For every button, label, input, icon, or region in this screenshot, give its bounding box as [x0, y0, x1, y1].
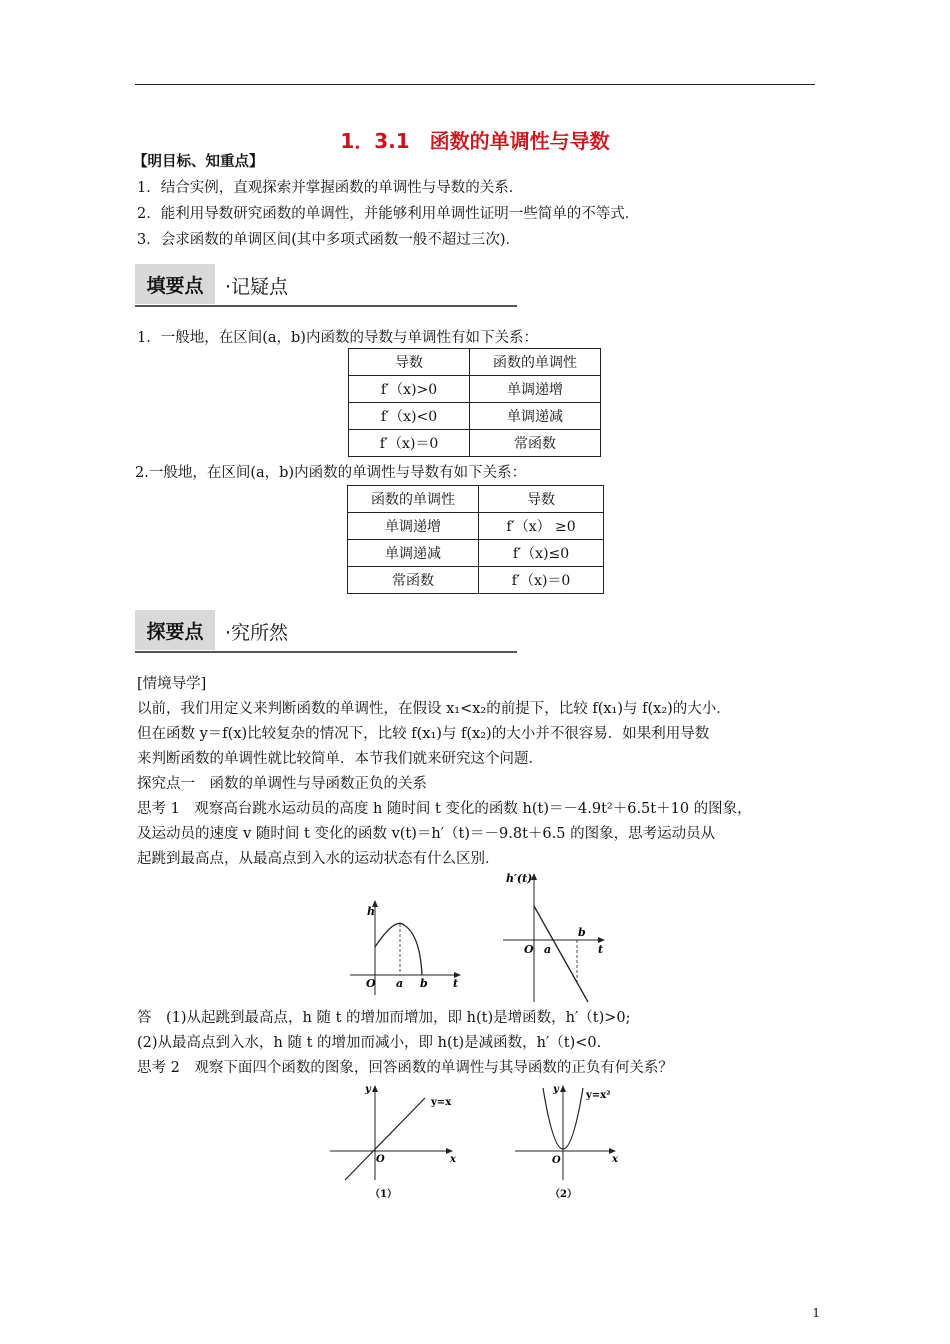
function-label: y=x [431, 1097, 452, 1108]
height-curve [375, 923, 422, 975]
function-label: y=x² [586, 1090, 611, 1101]
table-2-cell: f′（x） ≥0 [479, 513, 604, 540]
point-b-label: b [420, 977, 428, 990]
think-1-line: 思考 1 观察高台跳水运动员的高度 h 随时间 t 变化的函数 h(t)＝－4.9t²＋6.5t＋10 的图象， [137, 801, 752, 817]
line-y-equals-x [345, 1098, 425, 1180]
origin-label: O [366, 977, 376, 990]
context-line: 但在函数 y＝f(x)比较复杂的情况下，比较 f(x₁)与 f(x₂)的大小并不很容易．如果利用导数 [137, 726, 710, 742]
table-1-cell: 单调递减 [470, 403, 601, 430]
y-axis-arrow-icon [372, 1085, 378, 1092]
point-2-text: 2.一般地，在区间(a，b)内函数的单调性与导数有如下关系： [135, 465, 527, 481]
y-axis-label: h′(t) [506, 872, 533, 885]
context-line: 以前，我们用定义来判断函数的单调性，在假设 x₁<x₂的前提下，比较 f(x₁)与 f(x₂)的大小． [137, 701, 731, 717]
linear-graph [325, 1080, 465, 1205]
context-line: 来判断函数的单调性就比较简单．本节我们就来研究这个问题． [137, 751, 543, 767]
table-1-cell: 常函数 [470, 430, 601, 457]
table-1-header: 函数的单调性 [470, 349, 601, 376]
point-a-label: a [544, 943, 552, 956]
objective-2: 2．能利用导数研究函数的单调性，并能够利用单调性证明一些简单的不等式． [137, 206, 640, 222]
page-title: 1．3.1 函数的单调性与导数 [340, 129, 610, 153]
graph-caption: （1） [370, 1189, 397, 1200]
section-2-sub: ·究所然 [225, 622, 289, 644]
section-1-rule [135, 305, 517, 307]
x-axis-label: x [450, 1154, 456, 1165]
answer-line: 答 (1)从起跳到最高点，h 随 t 的增加而增加，即 h(t)是增函数，h′（t)>0; [137, 1010, 631, 1026]
table-1 [348, 348, 601, 457]
y-axis-label: y [553, 1084, 559, 1095]
height-graph [340, 895, 470, 1000]
context-label: [情境导学] [137, 676, 207, 692]
table-2-cell: f′（x)＝0 [479, 567, 604, 594]
page-number: 1 [812, 1306, 820, 1320]
table-2-cell: f′（x)≤0 [479, 540, 604, 567]
x-axis-label: t [453, 977, 459, 990]
think-1-line: 及运动员的速度 v 随时间 t 变化的函数 v(t)＝h′（t)＝－9.8t＋6.5 的图象，思考运动员从 [137, 826, 716, 842]
quadratic-graph [510, 1080, 635, 1205]
top-rule [135, 84, 815, 85]
x-axis-label: x [612, 1154, 618, 1165]
y-axis-label: y [365, 1084, 371, 1095]
origin-label: O [524, 943, 534, 956]
point-1-text: 1．一般地，在区间(a，b)内函数的导数与单调性有如下关系： [137, 330, 538, 346]
y-axis-arrow-icon [560, 1085, 566, 1092]
y-axis-label: h [367, 905, 375, 918]
table-1-cell: f′（x)>0 [349, 376, 470, 403]
think-1-line: 起跳到最高点，从最高点到入水的运动状态有什么区别． [137, 851, 500, 867]
table-2-header: 函数的单调性 [348, 486, 479, 513]
velocity-graph [498, 866, 613, 1006]
velocity-line [534, 906, 588, 1002]
point-b-label: b [578, 926, 586, 939]
section-1-box: 填要点 [135, 264, 215, 304]
objective-3: 3．会求函数的单调区间(其中多项式函数一般不超过三次)． [137, 232, 521, 248]
objective-1: 1．结合实例，直观探索并掌握函数的单调性与导数的关系． [137, 180, 524, 196]
table-2-cell: 常函数 [348, 567, 479, 594]
table-1-cell: 单调递增 [470, 376, 601, 403]
table-2-cell: 单调递增 [348, 513, 479, 540]
graph-caption: （2） [550, 1189, 577, 1200]
origin-label: O [552, 1155, 561, 1166]
table-1-cell: f′（x)<0 [349, 403, 470, 430]
explore-1-heading: 探究点一 函数的单调性与导函数正负的关系 [137, 776, 427, 792]
x-axis-label: t [598, 943, 604, 956]
answer-line: (2)从最高点到入水，h 随 t 的增加而减小，即 h(t)是减函数，h′（t)<0. [137, 1035, 602, 1051]
objectives-heading: 【明目标、知重点】 [133, 153, 264, 170]
section-1-sub: ·记疑点 [225, 276, 289, 298]
table-2-cell: 单调递减 [348, 540, 479, 567]
section-2-box: 探要点 [135, 610, 215, 650]
table-2-header: 导数 [479, 486, 604, 513]
section-2-rule [135, 651, 517, 653]
origin-label: O [376, 1154, 385, 1165]
think-2-text: 思考 2 观察下面四个函数的图象，回答函数的单调性与其导函数的正负有何关系？ [137, 1060, 673, 1076]
table-2 [347, 485, 604, 594]
table-1-cell: f′（x)＝0 [349, 430, 470, 457]
table-1-header: 导数 [349, 349, 470, 376]
point-a-label: a [396, 977, 404, 990]
